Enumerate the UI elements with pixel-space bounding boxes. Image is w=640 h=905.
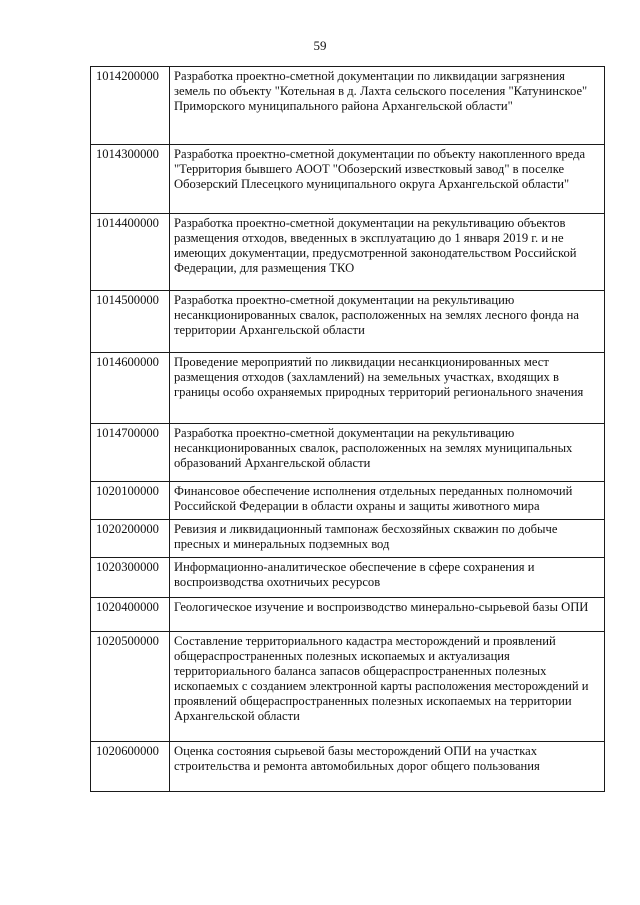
row-description: Геологическое изучение и воспроизводство минерально-сырьевой базы ОПИ [170,598,605,632]
row-code: 1014300000 [91,145,170,214]
row-description: Разработка проектно-сметной документации по ликвидации загрязнения земель по объекту "Котельная в д. Лахта сельского поселения "Катунинское" Приморского муниципального района Архангельской области" [170,67,605,145]
row-description: Составление территориального кадастра месторождений и проявлений общераспространенных полезных ископаемых и актуализация территориального баланса запасов общераспространенных полезных ископаемых с созданием электронной карты расположения месторождений и проявлений общераспространенных полезных ископаемых на территории Архангельской области [170,632,605,742]
table-row [91,214,605,291]
row-code: 1020100000 [91,482,170,520]
table-row [91,742,605,792]
page-number: 59 [313,38,327,53]
table-row [91,598,605,632]
row-description: Финансовое обеспечение исполнения отдельных переданных полномочий Российской Федерации в области охраны и защиты животного мира [170,482,605,520]
row-description: Разработка проектно-сметной документации по объекту накопленного вреда "Территория бывшего АООТ "Обозерский известковый завод" в поселке Обозерский Плесецкого муниципального округа Архангельской области" [170,145,605,214]
table-row [91,520,605,558]
table-row [91,482,605,520]
row-code: 1014400000 [91,214,170,291]
table-row [91,558,605,598]
table-row [91,291,605,353]
row-description: Разработка проектно-сметной документации на рекультивацию несанкционированных свалок, расположенных на землях лесного фонда на территории Архангельской области [170,291,605,353]
table-row [91,67,605,145]
table-row [91,424,605,482]
table-row [91,353,605,424]
row-code: 1014200000 [91,67,170,145]
row-code: 1020400000 [91,598,170,632]
row-description: Проведение мероприятий по ликвидации несанкционированных мест размещения отходов (захламлений) на земельных участках, входящих в границы особо охраняемых природных территорий регионального значения [170,353,605,424]
row-code: 1020500000 [91,632,170,742]
row-code: 1014600000 [91,353,170,424]
table-row [91,145,605,214]
row-code: 1020200000 [91,520,170,558]
table-row [91,632,605,742]
row-code: 1014700000 [91,424,170,482]
row-code: 1020300000 [91,558,170,598]
row-code: 1014500000 [91,291,170,353]
row-description: Оценка состояния сырьевой базы месторождений ОПИ на участках строительства и ремонта автомобильных дорог общего пользования [170,742,605,792]
row-description: Разработка проектно-сметной документации на рекультивацию объектов размещения отходов, введенных в эксплуатацию до 1 января 2019 г. и не имеющих документации, предусмотренной законодательством Российской Федерации, для размещения ТКО [170,214,605,291]
row-description: Ревизия и ликвидационный тампонаж бесхозяйных скважин по добыче пресных и минеральных подземных вод [170,520,605,558]
row-description: Разработка проектно-сметной документации на рекультивацию несанкционированных свалок, расположенных на землях муниципальных образований Архангельской области [170,424,605,482]
row-description: Информационно-аналитическое обеспечение в сфере сохранения и воспроизводства охотничьих ресурсов [170,558,605,598]
row-code: 1020600000 [91,742,170,792]
budget-code-table [90,66,605,792]
